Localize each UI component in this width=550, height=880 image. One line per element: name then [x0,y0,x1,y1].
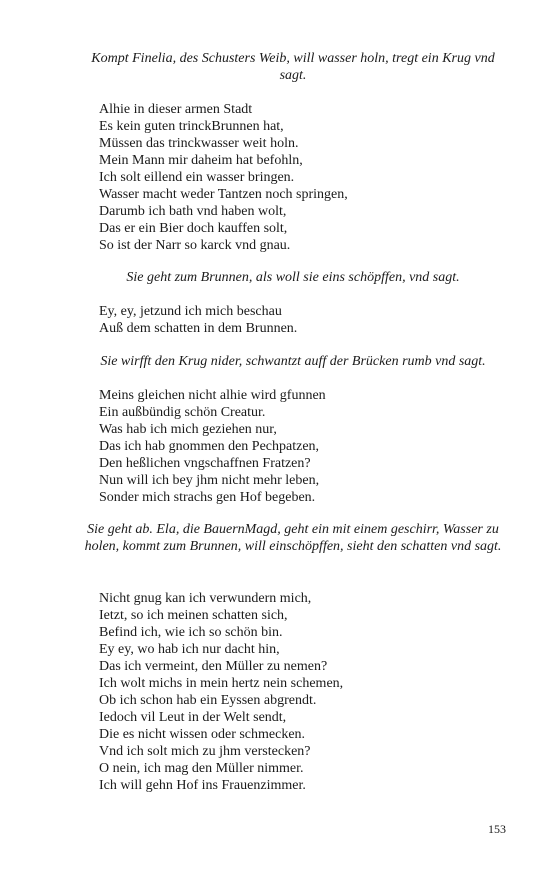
verse-block-2 [99,303,297,337]
verse-line: Sonder mich strachs gen Hof begeben. [99,490,316,505]
stage-direction-1: Kompt Finelia, des Schusters Weib, will wasser holn, tregt ein Krug vnd sagt. [91,51,495,83]
stage-direction-2: Sie geht zum Brunnen, als woll sie eins schöpffen, vnd sagt. [126,270,460,285]
verse-line: Nicht gnug kan ich verwundern mich, [99,591,312,606]
stage-direction-4: Sie geht ab. Ela, die BauernMagd, geht ein mit einem geschirr, Wasser zu holen, kommt zum Brunnen, will einschöpffen, sieht den schatten vnd sagt. [84,522,502,554]
verse-line: Die es nicht wissen oder schmecken. [99,727,306,742]
verse-line: Nun will ich bey jhm nicht mehr leben, [99,473,320,488]
verse-line: Ich wolt michs in mein hertz nein schemen, [99,676,344,691]
verse-line: Darumb ich bath vnd haben wolt, [99,204,287,219]
verse-line: Es kein guten trinckBrunnen hat, [99,119,284,134]
verse-line: Ey, ey, jetzund ich mich beschau [99,304,282,319]
page-number: 153 [488,822,506,836]
verse-line: Ob ich schon hab ein Eyssen abgrendt. [99,693,317,708]
verse-line: Mein Mann mir daheim hat befohln, [99,153,303,168]
verse-line: Das ich hab gnommen den Pechpatzen, [99,439,320,454]
verse-line: Vnd ich solt mich zu jhm verstecken? [99,744,311,759]
verse-line: O nein, ich mag den Müller nimmer. [99,761,304,776]
verse-line: Alhie in dieser armen Stadt [99,102,253,117]
verse-line: Müssen das trinckwasser weit holn. [99,136,299,151]
verse-block-3 [99,387,326,506]
verse-line: Wasser macht weder Tantzen noch springen, [99,187,348,202]
verse-line: Das er ein Bier doch kauffen solt, [99,221,288,236]
verse-line: Den heßlichen vngschaffnen Fratzen? [99,456,311,471]
verse-line: Meins gleichen nicht alhie wird gfunnen [99,388,326,403]
verse-line: Ich solt eillend ein wasser bringen. [99,170,295,185]
verse-line: Ietzt, so ich meinen schatten sich, [99,608,288,623]
verse-line: Was hab ich mich geziehen nur, [99,422,277,437]
verse-line: Das ich vermeint, den Müller zu nemen? [99,659,328,674]
verse-line: Iedoch vil Leut in der Welt sendt, [99,710,287,725]
verse-line: Ey ey, wo hab ich nur dacht hin, [99,642,280,657]
verse-line: Ein außbündig schön Creatur. [99,405,266,420]
verse-line: Ich will gehn Hof ins Frauenzimmer. [99,778,306,793]
verse-block-4 [99,590,343,794]
verse-block-1 [99,101,348,254]
verse-line: Befind ich, wie ich so schön bin. [99,625,283,640]
verse-line: Auß dem schatten in dem Brunnen. [99,321,298,336]
stage-direction-3: Sie wirfft den Krug nider, schwantzt auff der Brücken rumb vnd sagt. [100,354,486,369]
verse-line: So ist der Narr so karck vnd gnau. [99,238,291,253]
